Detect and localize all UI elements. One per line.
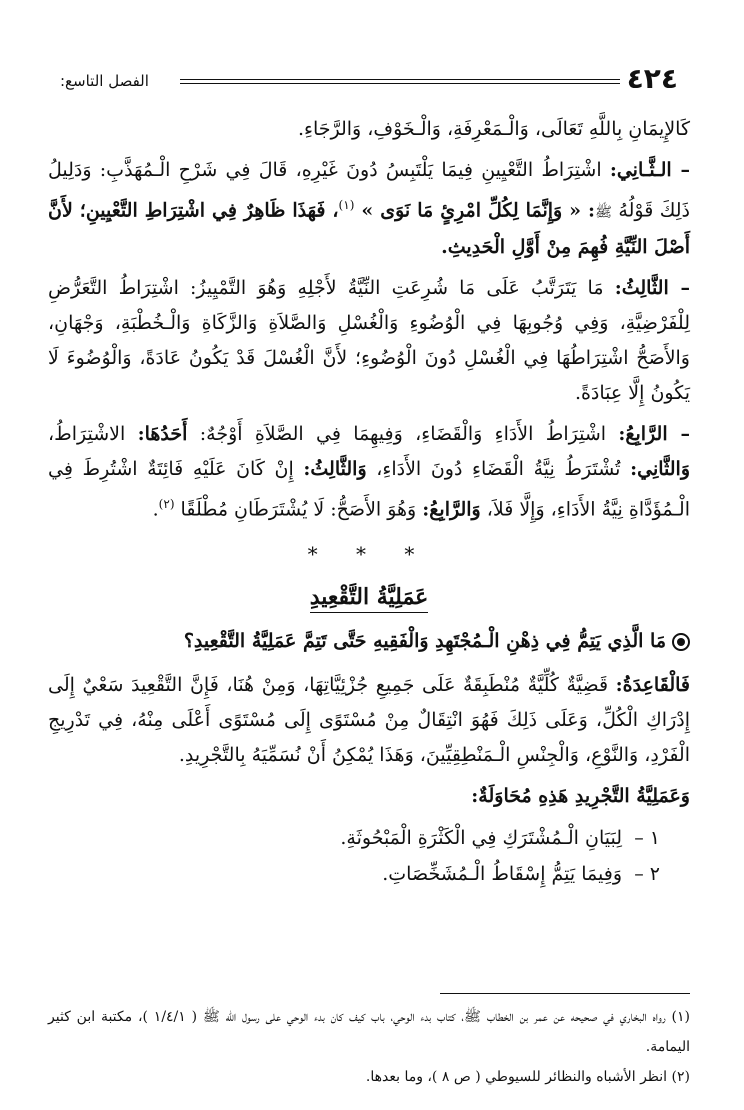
paragraph-4-end: .	[152, 498, 159, 521]
list-item-number: ٢ –	[634, 862, 660, 885]
point-two-label: – الـثَّـانِي:	[609, 159, 690, 181]
paragraph-1	[48, 112, 690, 147]
rule-paragraph	[48, 668, 690, 773]
list-item-text: وَفِيمَا يَتِمُّ إِسْقَاطُ الْـمُشَخِّصَاتِ.	[382, 862, 622, 885]
aspect-one-text: الاشْتِرَاطُ،	[48, 423, 138, 446]
flower-bullet-icon	[672, 633, 690, 651]
page-number: ٤٢٤	[626, 62, 678, 95]
aspect-one-label: أَحَدُهَا:	[137, 423, 188, 446]
question-text: مَا الَّذِي يَتِمُّ فِي ذِهْنِ الْـمُجْتَهِدِ وَالْفَقِيهِ حَتَّى تَتِمَّ عَمَلِيَّةُ التَّقْعِيدِ؟	[183, 629, 666, 652]
aspect-three-text: إِنْ كَانَ عَلَيْهِ فَائِتَةٌ اشْتُرِطَ فِي الْـمُؤَدَّاةِ نِيَّةُ الأَدَاءِ، وَإِلَّا فَلاَ،	[48, 458, 690, 521]
chapter-title: الفصل التاسع:	[60, 72, 149, 90]
section-separator: * * *	[307, 541, 431, 566]
point-four-text: اشْتِرَاطُ الأَدَاءِ وَالْقَضَاءِ، وَفِيهِمَا فِي الصَّلاَةِ أَوْجُهٌ:	[187, 423, 619, 446]
aspect-three-label: وَالثَّالِثُ:	[303, 458, 367, 481]
section-heading	[48, 584, 690, 610]
point-two-rest: ، فَهَذَا ظَاهِرٌ فِي اشْتِرَاطِ التَّعْيِينِ؛ لأَنَّ أَصْلَ النِّيَّةِ فُهِمَ مِنْ أَوَّلِ الْحَدِيثِ.	[48, 199, 690, 259]
aspect-two-text: تُشْتَرَطُ نِيَّةُ الْقَضَاءِ دُونَ الأَدَاءِ،	[366, 458, 631, 481]
aspect-four-label: وَالرَّابِعُ:	[422, 498, 481, 521]
paragraph-3	[48, 271, 690, 411]
paragraph-1-text: كَالإِيمَانِ بِاللَّهِ تَعَالَى، وَالْـمَعْرِفَةِ، وَالْـخَوْفِ، وَالرَّجَاءِ.	[297, 118, 690, 140]
question-line	[48, 624, 690, 658]
footnote-ref-1[interactable]: (١)	[338, 198, 355, 212]
paragraph-2	[48, 153, 690, 265]
rule-label: فَالْقَاعِدَةُ:	[615, 673, 690, 696]
footnote-ref-2[interactable]: (٢)	[158, 497, 175, 512]
footnote-1: (١) رواه البخاري في صحيحه عن عمر بن الخطاب ﷺ، كتاب بدء الوحي، باب كيف كان بدء الوحي على رسول الله ﷺ ( ١/٤/١ )، مكتبة ابن كثير اليمامة.	[48, 1009, 690, 1055]
paragraph-4	[48, 417, 690, 527]
rule-text: قَضِيَّةٌ كُلِّيَّةٌ مُنْطَبِقَةٌ عَلَى جَمِيعِ جُزْئِيَّاتِهَا، وَمِنْ هُنَا، فَإِنَّ التَّقْعِيدَ سَعْيٌ إِلَى إِدْرَاكِ الْكُلِّ، وَعَلَى ذَلِكَ فَهُوَ انْتِقَالٌ مِنْ مُسْتَوًى إِلَى مُسْتَوًى أَعْلَى مِنْهُ، فِي تَدْرِيجِ الْفَرْدِ، وَالنَّوْعِ، وَالْجِنْسِ الْـمَنْطِقِيِّينَ، وَهَذَا يُمْكِنُ أَنْ نُسَمِّيَهُ بِالتَّجْرِيدِ.	[48, 673, 690, 766]
footnote-2: (٢) انظر الأشباه والنظائر للسيوطي ( ص ٨ )، وما بعدها.	[365, 1069, 690, 1085]
list-item-number: ١ –	[634, 826, 660, 849]
footnotes	[48, 1002, 690, 1092]
point-four-label: – الرَّابِعُ:	[618, 423, 691, 446]
list-item	[48, 856, 690, 892]
list-item-text: لِبَيَانِ الْـمُشْتَرَكِ فِي الْكَثْرَةِ الْمَبْحُوثَةِ.	[340, 826, 622, 849]
hadith-quote: : « وَإِنَّمَا لِكُلِّ امْرِئٍ مَا نَوَى »	[354, 199, 596, 222]
point-three-text: مَا يَتَرَتَّبُ عَلَى مَا شُرِعَتِ النِّيَّةُ لأَجْلِهِ وَهُوَ التَّمْيِيزُ: اشْتِرَاطُ التَّعَرُّضِ لِلْفَرْضِيَّةِ، وَفِي وُجُوبِهَا فِي الْوُضُوءِ وَالْغُسْلِ وَالصَّلاَةِ وَالزَّكَاةِ وَالْـخُطْبَةِ، وَجْهَانِ، وَالأَصَحُّ اشْتِرَاطُهَا فِي الْغُسْلِ دُونَ الْوُضُوءِ؛ لأَنَّ الْغُسْلَ قَدْ يَكُونُ عَادَةً، وَالْوُضُوءَ لَا يَكُونُ إِلَّا عِبَادَةً.	[48, 277, 690, 405]
abstraction-intro	[48, 779, 690, 814]
abstraction-intro-text: وَعَمَلِيَّةُ التَّجْرِيدِ هَذِهِ مُحَاوَلَةٌ:	[471, 784, 690, 807]
section-heading-text: عَمَلِيَّةُ التَّقْعِيدِ	[310, 584, 429, 613]
point-three-label: – الثَّالِثُ:	[614, 277, 690, 300]
footnote-divider	[440, 993, 690, 994]
aspect-two-label: وَالثَّانِي:	[630, 458, 690, 481]
main-text	[48, 112, 690, 892]
point-two-text: اشْتِرَاطُ التَّعْيِينِ فِيمَا يَلْتَبِسُ دُونَ غَيْرِهِ، قَالَ فِي شَرْحِ الْـمُهَذَّبِ: وَدَلِيلُ ذَلِكَ قَوْلُهُ	[48, 159, 690, 222]
header-rule	[180, 79, 620, 84]
salutation-mark: ﷺ	[595, 204, 612, 221]
page-header	[60, 62, 678, 96]
list-item	[48, 820, 690, 856]
aspect-four-text: وَهُوَ الأَصَحُّ: لَا يُشْتَرَطَانِ مُطْلَقًا	[174, 498, 423, 521]
